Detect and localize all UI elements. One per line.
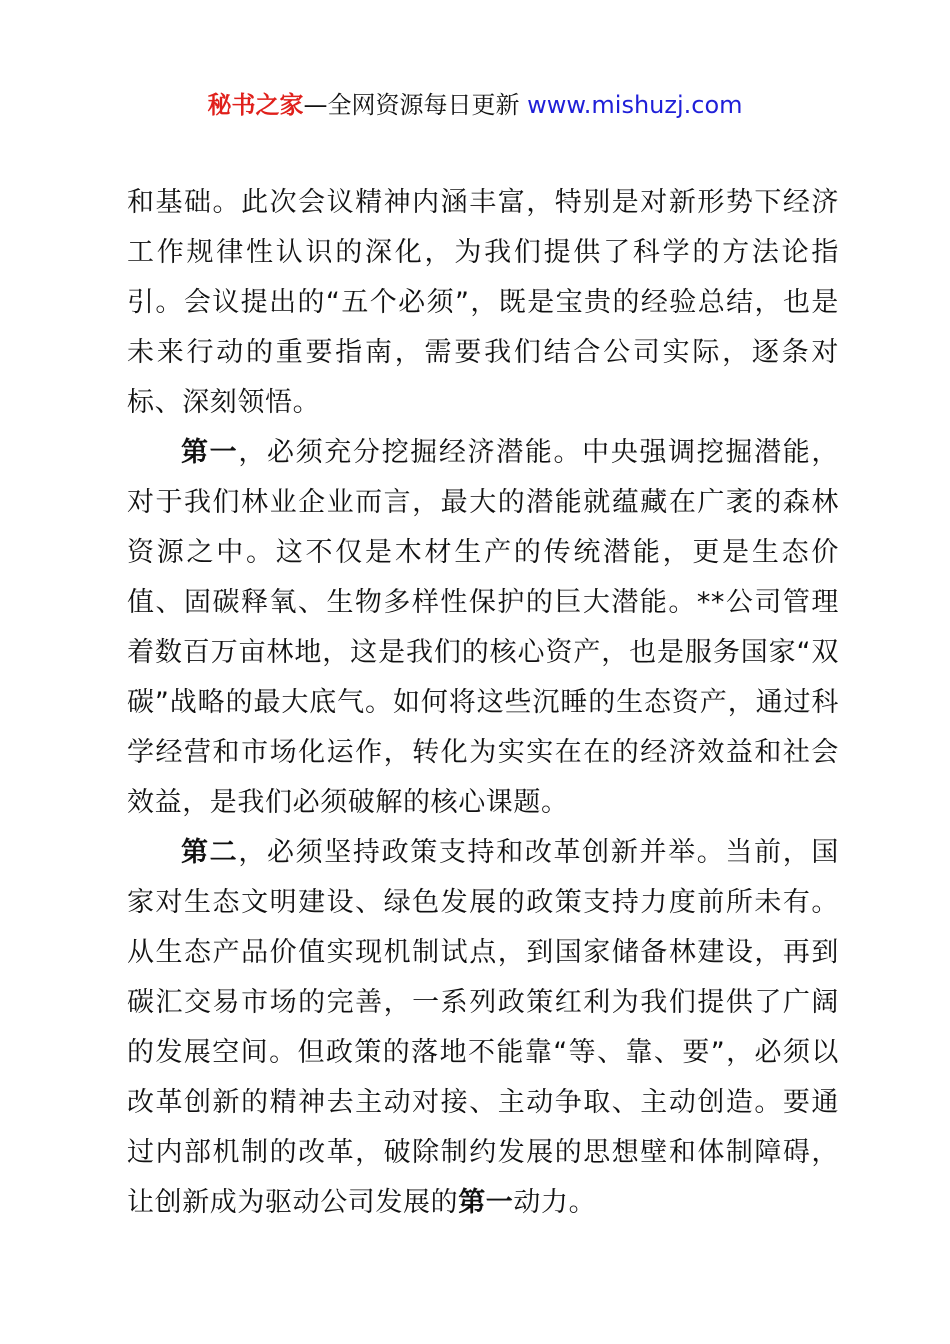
paragraph-second-point [127,828,839,1228]
document-body [127,178,839,1228]
paragraph-lead-second: 第二 [181,837,239,868]
site-tagline: —全网资源每日更新 [303,91,528,119]
page-header [0,88,950,122]
paragraph-lead-first: 第一 [181,437,239,468]
paragraph-end: 动力。 [513,1187,597,1218]
paragraph-emphasis: 第一 [458,1187,514,1218]
paragraph-intro [127,178,839,428]
paragraph-first-point [127,428,839,828]
site-url-link[interactable]: www.mishuzj.com [527,91,743,119]
site-brand: 秘书之家 [207,91,304,119]
paragraph-text: ，必须充分挖掘经济潜能。中央强调挖掘潜能，对于我们林业企业而言，最大的潜能就蕴藏在广袤的森林资源之中。这不仅是木材生产的传统潜能，更是生态价值、固碳释氧、生物多样性保护的巨大潜能。**公司管理着数百万亩林地，这是我们的核心资产，也是服务国家“双碳”战略的最大底气。如何将这些沉睡的生态资产，通过科学经营和市场化运作，转化为实实在在的经济效益和社会效益，是我们必须破解的核心课题。 [127,437,839,818]
paragraph-text: ，必须坚持政策支持和改革创新并举。当前，国家对生态文明建设、绿色发展的政策支持力度前所未有。从生态产品价值实现机制试点，到国家储备林建设，再到碳汇交易市场的完善，一系列政策红利为我们提供了广阔的发展空间。但政策的落地不能靠“等、靠、要”，必须以改革创新的精神去主动对接、主动争取、主动创造。要通过内部机制的改革，破除制约发展的思想壁和体制障碍，让创新成为驱动公司发展的 [127,837,839,1218]
paragraph-text: 和基础。此次会议精神内涵丰富，特别是对新形势下经济工作规律性认识的深化，为我们提供了科学的方法论指引。会议提出的“五个必须”，既是宝贵的经验总结，也是未来行动的重要指南，需要我们结合公司实际，逐条对标、深刻领悟。 [127,187,839,418]
